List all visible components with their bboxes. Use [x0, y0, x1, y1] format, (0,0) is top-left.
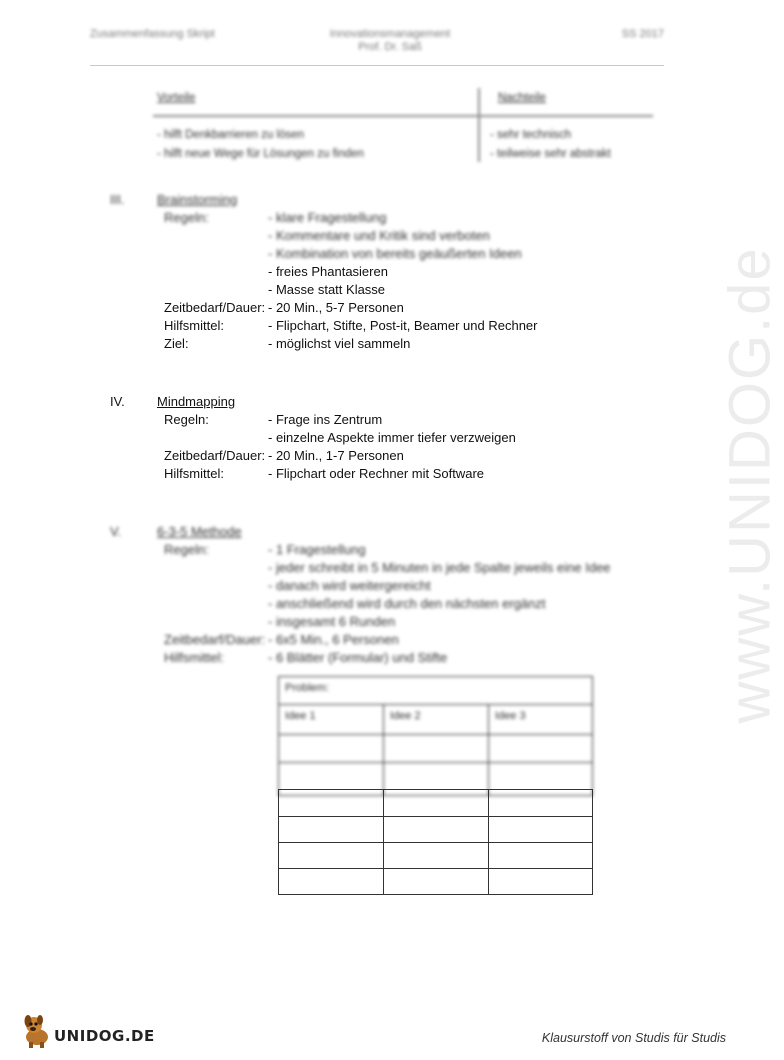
cons-item: - sehr technisch — [490, 129, 572, 141]
worksheet-column-rule — [278, 789, 279, 895]
duration-row — [164, 448, 724, 466]
row-value: - Kommentare und Kritik sind verboten — [268, 228, 490, 243]
header-semester: SS 2017 — [621, 28, 664, 40]
row-label: Hilfsmittel: — [164, 466, 224, 481]
cons-list — [490, 126, 611, 164]
row-value: - Frage ins Zentrum — [268, 412, 383, 427]
row-label: Zeitbedarf/Dauer: — [164, 300, 266, 315]
tools-row — [164, 318, 724, 336]
row-value: - Kombination von bereits geäußerten Ideen — [268, 246, 522, 261]
method-635-worksheet — [278, 676, 593, 896]
rule-row — [164, 542, 724, 560]
duration-row — [164, 632, 724, 650]
section-number: IV. — [110, 394, 125, 409]
row-value: - möglichst viel sammeln — [268, 336, 411, 351]
row-value: - 1 Fragestellung — [268, 542, 366, 557]
worksheet-rule — [278, 704, 593, 705]
row-label: Zeitbedarf/Dauer: — [164, 448, 266, 463]
row-value: - 20 Min., 1-7 Personen — [268, 448, 404, 463]
pros-cons-table — [153, 88, 653, 163]
row-value: - 20 Min., 5-7 Personen — [268, 300, 404, 315]
row-value: - 6 Blätter (Formular) und Stifte — [268, 650, 448, 665]
rule-row — [164, 264, 724, 282]
section-title: Mindmapping — [157, 394, 236, 409]
row-value: - Flipchart oder Rechner mit Software — [268, 466, 485, 481]
worksheet-column-rule — [383, 789, 384, 895]
row-value: - klare Fragestellung — [268, 210, 387, 225]
pros-item: - hilft Denkbarrieren zu lösen — [157, 129, 305, 141]
worksheet-border-top — [278, 676, 593, 796]
row-value: - anschließend wird durch den nächsten ergänzt — [268, 596, 546, 611]
header-left: Zusammenfassung Skript — [90, 28, 215, 40]
row-value: - einzelne Aspekte immer tiefer verzweigen — [268, 430, 516, 445]
rule-row — [164, 282, 724, 300]
rule-row — [164, 560, 724, 578]
section-title: Brainstorming — [157, 192, 238, 207]
pros-header: Vorteile — [157, 92, 196, 104]
worksheet-rule — [278, 816, 593, 817]
header-rule — [90, 65, 664, 66]
page-header — [90, 26, 664, 62]
rule-row — [164, 246, 724, 264]
row-label: Hilfsmittel: — [164, 650, 224, 665]
problem-label: Problem: — [285, 682, 330, 694]
pros-cons-divider — [478, 88, 480, 162]
row-label: Regeln: — [164, 412, 209, 427]
worksheet-rule — [278, 894, 593, 895]
row-label: Regeln: — [164, 210, 209, 225]
worksheet-rule — [278, 734, 593, 735]
column-header: Idee 2 — [390, 710, 421, 722]
worksheet-column-rule — [488, 789, 489, 895]
cons-item: - teilweise sehr abstrakt — [490, 148, 611, 160]
rule-row — [164, 412, 724, 430]
column-header: Idee 1 — [285, 710, 316, 722]
row-value: - Flipchart, Stifte, Post-it, Beamer und Rechner — [268, 318, 538, 333]
row-value: - freies Phantasieren — [268, 264, 388, 279]
tools-row — [164, 466, 724, 484]
row-value: - Masse statt Klasse — [268, 282, 386, 297]
row-value: - jeder schreibt in 5 Minuten in jede Spalte jeweils eine Idee — [268, 560, 611, 575]
header-professor: Prof. Dr. Saß — [358, 41, 422, 53]
tools-row — [164, 650, 724, 668]
worksheet-blurred-top — [278, 676, 593, 796]
worksheet-rule — [278, 868, 593, 869]
worksheet-column-rule — [592, 789, 593, 895]
duration-row — [164, 300, 724, 318]
rule-row — [164, 430, 724, 448]
logo-text: UNIDOG.DE — [54, 1027, 155, 1045]
rule-row — [164, 210, 724, 228]
row-value: - danach wird weitergereicht — [268, 578, 431, 593]
section-title: 6-3-5 Methode — [157, 524, 242, 539]
worksheet-rule — [278, 789, 593, 790]
row-label: Ziel: — [164, 336, 189, 351]
worksheet-rule — [278, 842, 593, 843]
pros-item: - hilft neue Wege für Lösungen zu finden — [157, 148, 364, 160]
worksheet-column-rule — [383, 704, 384, 796]
goal-row — [164, 336, 724, 354]
footer-tagline: Klausurstoff von Studis für Studis — [541, 1031, 726, 1045]
worksheet-rule — [278, 762, 593, 763]
row-label: Hilfsmittel: — [164, 318, 224, 333]
rule-row — [164, 614, 724, 632]
cons-header: Nachteile — [498, 92, 546, 104]
section-number: V. — [110, 524, 122, 539]
rule-row — [164, 578, 724, 596]
pros-list — [157, 126, 364, 164]
section-number: III. — [110, 192, 125, 207]
rule-row — [164, 596, 724, 614]
pros-cons-rule — [153, 115, 653, 117]
row-label: Zeitbedarf/Dauer: — [164, 632, 266, 647]
unidog-logo[interactable] — [20, 1013, 160, 1049]
row-label: Regeln: — [164, 542, 209, 557]
header-center — [315, 28, 465, 54]
rule-row — [164, 228, 724, 246]
watermark: www.UNIDOG.de — [717, 246, 783, 724]
row-value: - insgesamt 6 Runden — [268, 614, 396, 629]
header-course: Innovationsmanagement — [329, 28, 451, 40]
row-value: - 6x5 Min., 6 Personen — [268, 632, 399, 647]
column-header: Idee 3 — [495, 710, 526, 722]
worksheet-column-rule — [488, 704, 489, 796]
